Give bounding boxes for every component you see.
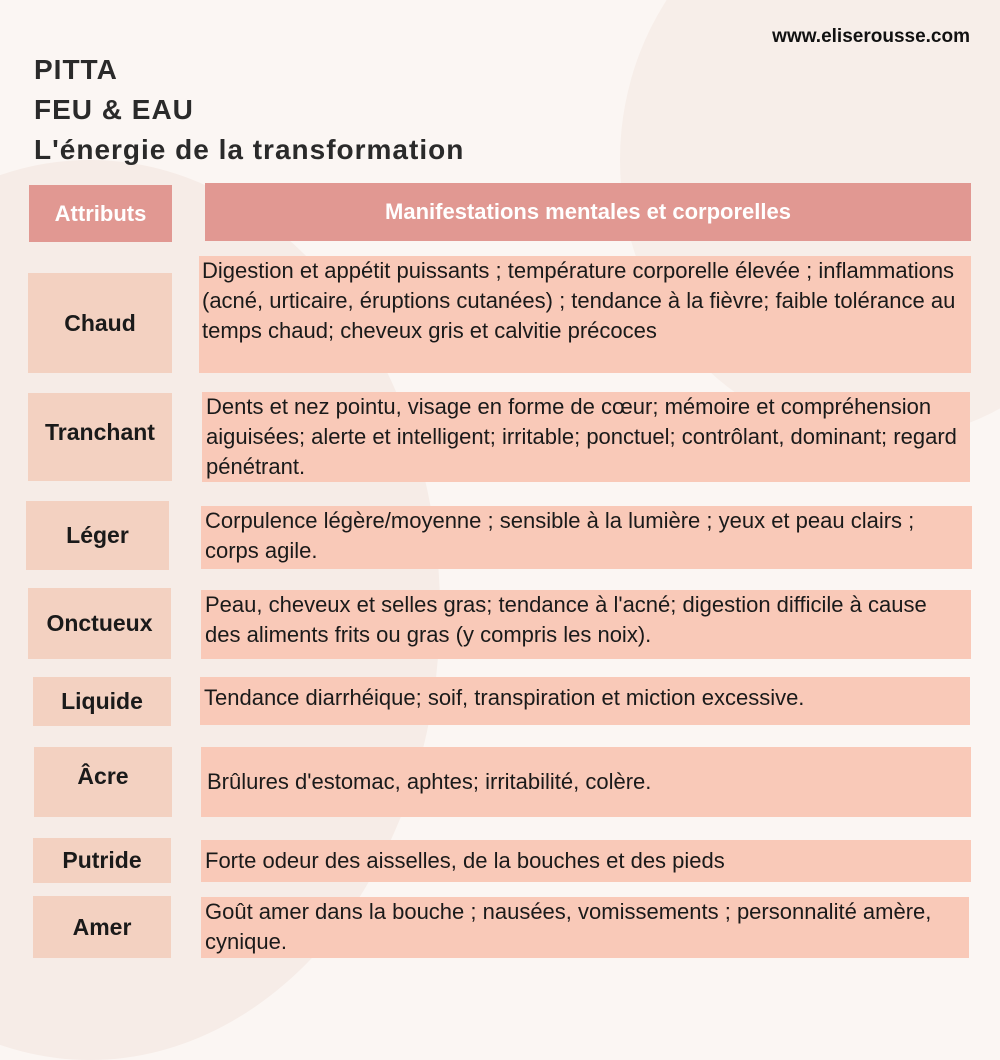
description-cell: Goût amer dans la bouche ; nausées, vomissements ; personnalité amère, cynique.: [201, 897, 969, 958]
attribute-cell: Putride: [33, 838, 171, 883]
header-attributes: Attributs: [29, 185, 172, 242]
description-cell: Brûlures d'estomac, aphtes; irritabilité, colère.: [201, 747, 971, 817]
description-cell: Digestion et appétit puissants ; température corporelle élevée ; inflammations (acné, urticaire, éruptions cutanées) ; tendance à la fièvre; faible tolérance au temps chaud; cheveux gris et calvitie précoces: [199, 256, 971, 373]
description-cell: Corpulence légère/moyenne ; sensible à la lumière ; yeux et peau clairs ; corps agile.: [201, 506, 972, 569]
description-cell: Tendance diarrhéique; soif, transpiration et miction excessive.: [200, 677, 970, 725]
attribute-cell: Chaud: [28, 273, 172, 373]
title-subtitle: L'énergie de la transformation: [34, 134, 465, 165]
attribute-cell: Onctueux: [28, 588, 171, 659]
title-dosha: PITTA: [34, 54, 118, 85]
description-cell: Forte odeur des aisselles, de la bouches et des pieds: [201, 840, 971, 882]
attribute-cell: Léger: [26, 501, 169, 570]
attribute-cell: Âcre: [34, 747, 172, 817]
description-cell: Dents et nez pointu, visage en forme de cœur; mémoire et compréhension aiguisées; alerte et intelligent; irritable; ponctuel; contrôlant, dominant; regard pénétrant.: [202, 392, 970, 482]
site-url[interactable]: www.eliserousse.com: [772, 26, 970, 47]
attribute-cell: Tranchant: [28, 393, 172, 481]
title-elements: FEU & EAU: [34, 94, 194, 125]
attribute-cell: Liquide: [33, 677, 171, 726]
header-manifestations: Manifestations mentales et corporelles: [205, 183, 971, 241]
page-title: [34, 50, 464, 170]
description-cell: Peau, cheveux et selles gras; tendance à l'acné; digestion difficile à cause des aliments frits ou gras (y compris les noix).: [201, 590, 971, 659]
attribute-cell: Amer: [33, 896, 171, 958]
